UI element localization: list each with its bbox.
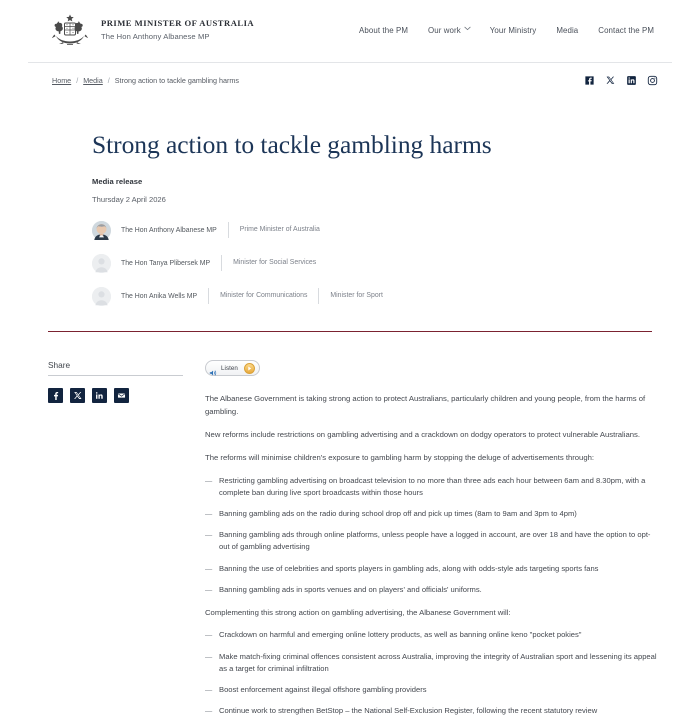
facebook-icon[interactable]	[584, 75, 595, 86]
speaker-icon	[209, 364, 217, 372]
header-social-links	[584, 75, 658, 86]
publication-date: Thursday 2 April 2026	[92, 194, 166, 204]
breadcrumb-media[interactable]: Media	[83, 75, 103, 85]
page-title: Strong action to tackle gambling harms	[92, 130, 492, 159]
site-header	[0, 0, 700, 62]
nav-item-about-the-pm[interactable]	[359, 26, 408, 35]
avatar-placeholder	[92, 254, 111, 273]
body-paragraph: New reforms include restrictions on gambling advertising and a crackdown on dodgy operators to protect vulnerable Australians.	[205, 429, 640, 439]
nav-item-our-work[interactable]	[428, 26, 470, 35]
main-navigation	[359, 26, 658, 35]
breadcrumb-separator: /	[76, 75, 79, 85]
list-item: — Banning the use of celebrities and sports players in gambling ads, along with odds-style ads targeting sports fans	[205, 563, 660, 575]
list-item: — Crackdown on harmful and emerging online lottery products, as well as banning online keno "pocket pokies"	[205, 629, 660, 641]
list-item: — Banning gambling ads in sports venues and on players' and officials' uniforms.	[205, 584, 660, 596]
instagram-icon[interactable]	[647, 75, 658, 86]
body-paragraph: The reforms will minimise children's exposure to gambling harm by stopping the deluge of advertisements through:	[205, 453, 595, 463]
share-x-icon[interactable]	[70, 388, 85, 403]
author-role: Minister for Social Services	[221, 255, 327, 271]
share-facebook-icon[interactable]	[48, 388, 63, 403]
author-row	[92, 247, 700, 280]
list-item: — Continue work to strengthen BetStop – the National Self-Exclusion Register, following the recent statutory review	[205, 705, 660, 717]
nav-label: About the PM	[359, 25, 408, 35]
author-row	[92, 280, 700, 313]
australian-coat-of-arms-icon	[48, 12, 92, 48]
author-role: Minister for Communications	[208, 288, 318, 304]
list-item: — Boost enforcement against illegal offshore gambling providers	[205, 684, 660, 696]
site-brand[interactable]	[48, 12, 254, 48]
play-icon[interactable]	[244, 363, 255, 374]
share-linkedin-icon[interactable]	[92, 388, 107, 403]
article-content	[0, 332, 700, 717]
nav-item-media[interactable]	[556, 26, 578, 35]
share-label: Share	[48, 360, 71, 371]
linkedin-icon[interactable]	[626, 75, 637, 86]
brand-text-block	[101, 18, 254, 41]
brand-title: PRIME MINISTER OF AUSTRALIA	[101, 18, 255, 29]
list-item: — Banning gambling ads through online platforms, unless people have a logged in account, are over 18 and have the option to opt-out of gambling advertising	[205, 529, 660, 553]
breadcrumb-current: Strong action to tackle gambling harms	[114, 75, 240, 85]
chevron-down-icon	[464, 26, 470, 32]
x-twitter-icon[interactable]	[605, 75, 616, 86]
breadcrumb-home[interactable]: Home	[52, 75, 72, 85]
avatar-placeholder	[92, 287, 111, 306]
author-name: The Hon Anika Wells MP	[121, 292, 198, 300]
article-header	[0, 97, 700, 313]
avatar	[92, 221, 111, 240]
nav-label: Media	[556, 25, 579, 35]
nav-item-your-ministry[interactable]	[490, 26, 537, 35]
reform-list-advertising	[205, 475, 660, 596]
nav-label: Your Ministry	[489, 25, 537, 35]
author-role: Minister for Sport	[318, 288, 393, 304]
author-name: The Hon Anthony Albanese MP	[121, 226, 217, 234]
share-panel	[48, 360, 200, 717]
nav-label: Our work	[428, 25, 461, 35]
author-name: The Hon Tanya Plibersek MP	[121, 259, 211, 267]
author-meta	[121, 288, 394, 304]
brand-subtitle: The Hon Anthony Albanese MP	[101, 32, 210, 42]
share-divider	[48, 375, 183, 376]
breadcrumb-separator: /	[107, 75, 110, 85]
article-body	[200, 360, 670, 717]
author-role: Prime Minister of Australia	[228, 222, 331, 238]
content-type-label: Media release	[92, 176, 143, 186]
share-email-icon[interactable]	[114, 388, 129, 403]
breadcrumb-bar	[0, 63, 700, 97]
body-paragraph: The Albanese Government is taking strong action to protect Australians, particularly children and young people, from the harms of gambling.	[205, 394, 646, 416]
author-meta	[121, 255, 327, 271]
nav-item-contact-the-pm[interactable]	[598, 26, 654, 35]
listen-label: Listen	[221, 364, 238, 372]
body-paragraph: Complementing this strong action on gambling advertising, the Albanese Government will:	[205, 607, 511, 617]
list-item: — Make match-fixing criminal offences consistent across Australia, improving the integrity of Australian sport and lessening its appeal as a target for criminal infiltration	[205, 651, 660, 675]
listen-button[interactable]	[205, 360, 260, 376]
share-buttons	[48, 388, 200, 403]
breadcrumb	[52, 76, 239, 85]
author-list	[92, 214, 700, 313]
nav-label: Contact the PM	[598, 25, 654, 35]
reform-list-additional	[205, 629, 660, 717]
list-item: — Restricting gambling advertising on broadcast television to no more than three ads each hour between 6am and 8.30pm, with a complete ban during live sport broadcasts within those hours	[205, 475, 660, 499]
list-item: — Banning gambling ads on the radio during school drop off and pick up times (8am to 9am and 3pm to 4pm)	[205, 508, 660, 520]
author-row	[92, 214, 700, 247]
author-meta	[121, 222, 331, 238]
